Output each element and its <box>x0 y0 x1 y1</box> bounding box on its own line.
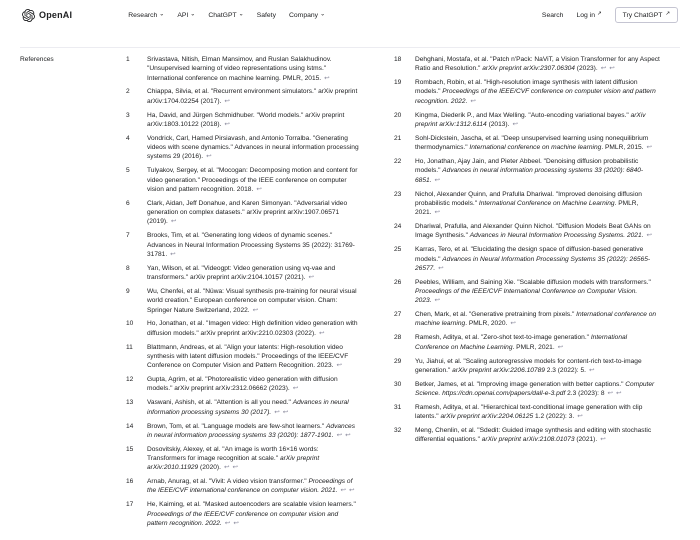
reference-number: 26 <box>394 278 402 286</box>
reference-item <box>126 445 359 473</box>
reference-text: Brooks, Tim, et al. "Generating long videos of dynamic scenes." Advances in Neural Information Processing Systems 35 (2022): 31769-31781. ↩ <box>147 232 355 258</box>
reference-number: 5 <box>126 167 130 175</box>
site-header <box>0 0 700 30</box>
reference-text: Brown, Tom, et al. "Language models are few-shot learners." Advances in neural information processing systems 33 (2020): 1877-1901. ↩ ↩ <box>147 422 355 439</box>
footnote-return-link[interactable]: ↩ <box>282 408 289 416</box>
reference-text: Blattmann, Andreas, et al. "Align your latents: High-resolution video synthesis with latent diffusion models." Proceedings of the IEEE/CVF Conference on Computer Vision and Pattern Recognition. 2023. ↩ <box>147 343 349 370</box>
reference-item <box>126 199 359 227</box>
footnote-return-link[interactable]: ↩ <box>470 97 476 105</box>
footnote-return-link[interactable]: ↩ <box>170 218 177 226</box>
reference-item <box>126 166 359 194</box>
reference-number: 18 <box>394 56 402 63</box>
reference-number: 27 <box>394 311 402 319</box>
reference-item <box>126 343 359 371</box>
reference-number: 4 <box>126 134 130 142</box>
reference-item <box>394 222 662 241</box>
reference-item <box>126 134 359 162</box>
section-divider <box>20 47 680 48</box>
reference-number: 32 <box>394 427 402 435</box>
footnote-return-link[interactable]: ↩ <box>646 144 653 152</box>
logo-text: OpenAI <box>39 10 73 20</box>
reference-text: Karras, Tero, et al. "Elucidating the design space of diffusion-based generative models." Advances in Neural Information Processing Systems 35 (2022): 26565-26577. ↩ <box>415 246 651 272</box>
reference-text: Vondrick, Carl, Hamed Pirsiavash, and Antonio Torralba. "Generating videos with scene dynamics." Advances in neural information processing systems 29 (2016). ↩ <box>147 134 359 161</box>
footnote-return-link[interactable]: ↩ <box>224 120 230 128</box>
reference-item <box>126 87 359 106</box>
reference-text: Ramesh, Aditya, et al. "Hierarchical text-conditional image generation with clip latents." arXiv preprint arXiv:2204.06125 1.2 (2022): 3. ↩ <box>415 403 643 421</box>
footnote-return-link[interactable]: ↩ <box>434 297 441 305</box>
reference-number: 29 <box>394 357 402 365</box>
reference-number: 7 <box>126 232 130 240</box>
footnote-return-link[interactable]: ↩ <box>588 366 595 374</box>
footnote-return-link[interactable]: ↩ <box>308 274 315 282</box>
reference-text: Dosovitskiy, Alexey, et al. "An image is worth 16×16 words: Transformers for image recognition at scale." arXiv preprint arXiv:2010.11929 (2020). ↩ ↩ <box>147 445 320 472</box>
reference-item <box>394 278 662 306</box>
reference-number: 9 <box>126 287 130 295</box>
search-link[interactable]: Search <box>541 11 564 19</box>
reference-item <box>394 403 662 422</box>
reference-text: Chen, Mark, et al. "Generative pretraining from pixels." International conference on machine learning. PMLR, 2020. ↩ <box>415 311 657 328</box>
reference-number: 8 <box>126 264 130 272</box>
reference-number: 10 <box>126 320 134 328</box>
reference-text: Nichol, Alexander Quinn, and Prafulla Dhariwal. "Improved denoising diffusion probabilistic models." International Conference on Machine Learning. PMLR, 2021. ↩ <box>415 190 642 217</box>
footnote-return-link[interactable]: ↩ <box>616 390 622 398</box>
reference-item <box>394 380 662 399</box>
reference-item <box>394 134 662 153</box>
reference-number: 6 <box>126 199 130 207</box>
reference-text: Ha, David, and Jürgen Schmidhuber. "World models." arXiv preprint arXiv:1803.10122 (2018). ↩ <box>147 111 345 128</box>
reference-text: Rombach, Robin, et al. "High-resolution image synthesis with latent diffusion models." Proceedings of the IEEE/CVF conference on computer vision and pattern recognition. 2022. ↩ <box>415 79 656 105</box>
reference-item <box>394 357 662 376</box>
reference-number: 1 <box>126 56 130 63</box>
reference-text: Ho, Jonathan, et al. "Imagen video: High definition video generation with diffusion models." arXiv preprint arXiv:2210.02303 (2022). ↩ <box>147 320 358 337</box>
reference-text: Dehghani, Mostafa, et al. "Patch n'Pack: NaViT, a Vision Transformer for any Aspect Ratio and Resolution." arXiv preprint arXiv:2307.06304 (2023). ↩ ↩ <box>415 56 660 73</box>
nav-item-api[interactable]: API ⌄ <box>177 11 196 19</box>
nav-item-company[interactable]: Company ⌄ <box>288 11 326 19</box>
reference-item <box>126 231 359 259</box>
references-column-2 <box>394 55 662 449</box>
reference-text: Meng, Chenlin, et al. "Sdedit: Guided image synthesis and editing with stochastic differential equations." arXiv preprint arXiv:2108.01073 (2021). ↩ <box>415 427 652 444</box>
references-heading: References <box>20 56 54 63</box>
reference-item <box>394 245 662 273</box>
reference-text: Arnab, Anurag, et al. "Vivit: A video vision transformer." Proceedings of the IEEE/CVF international conference on computer vision. 2021. ↩ ↩ <box>147 478 355 495</box>
reference-text: Sohl-Dickstein, Jascha, et al. "Deep unsupervised learning using nonequilibrium thermodynamics." International conference on machine learning. PMLR, 2015. ↩ <box>415 134 653 152</box>
reference-number: 21 <box>394 134 402 142</box>
footnote-return-link[interactable]: ↩ <box>256 185 262 193</box>
header-actions <box>542 7 678 23</box>
footnote-return-link[interactable]: ↩ <box>434 176 441 184</box>
nav-item-research[interactable]: Research ⌄ <box>128 11 165 19</box>
reference-text: He, Kaiming, et al. "Masked autoencoders are scalable vision learners." Proceedings of the IEEE/CVF conference on computer vision and pattern recognition. 2022. ↩ ↩ <box>147 501 356 527</box>
reference-item <box>126 287 359 315</box>
reference-number: 14 <box>126 422 134 430</box>
reference-text: Srivastava, Nitish, Elman Mansimov, and Ruslan Salakhudinov. "Unsupervised learning of video representations using lstms." International conference on machine learning. PMLR, 2015. ↩ <box>147 56 332 82</box>
reference-item <box>394 310 662 329</box>
reference-item <box>126 55 359 83</box>
footnote-return-link[interactable]: ↩ <box>557 343 564 351</box>
reference-item <box>126 477 359 496</box>
reference-number: 2 <box>126 88 130 96</box>
reference-item <box>394 190 662 218</box>
reference-number: 23 <box>394 190 402 198</box>
reference-number: 13 <box>126 399 134 407</box>
reference-item <box>126 398 359 417</box>
reference-item <box>126 319 359 338</box>
reference-number: 17 <box>126 501 134 509</box>
footnote-return-link[interactable]: ↩ <box>600 436 606 444</box>
footnote-return-link[interactable]: ↩ <box>336 362 342 370</box>
footnote-return-link[interactable]: ↩ <box>324 74 330 82</box>
footnote-return-link[interactable]: ↩ <box>319 329 325 337</box>
footnote-return-link[interactable]: ↩ <box>345 431 351 439</box>
chevron-down-icon: ⌄ <box>190 11 196 18</box>
references-column-1 <box>126 55 359 533</box>
reference-text: Wu, Chenfei, et al. "Nüwa: Visual synthesis pre-training for neural visual world creation." European conference on computer vision. Cham: Springer Nature Switzerland, 2022. ↩ <box>147 287 357 314</box>
reference-item <box>394 78 662 106</box>
footnote-return-link[interactable]: ↩ <box>224 519 231 527</box>
reference-number: 12 <box>126 376 134 384</box>
footnote-return-link[interactable]: ↩ <box>340 487 347 495</box>
reference-number: 3 <box>126 111 130 119</box>
chevron-down-icon: ⌄ <box>159 11 165 18</box>
reference-number: 20 <box>394 111 402 119</box>
reference-item <box>126 500 359 528</box>
footnote-return-link[interactable]: ↩ <box>577 413 583 421</box>
footnote-return-link[interactable]: ↩ <box>223 464 230 472</box>
reference-item <box>394 426 662 445</box>
footnote-return-link[interactable]: ↩ <box>224 97 230 105</box>
reference-text: Kingma, Diederik P., and Max Welling. "Auto-encoding variational bayes." arXiv preprint arXiv:1312.6114 (2013). ↩ <box>415 111 646 128</box>
reference-item <box>126 264 359 283</box>
reference-number: 15 <box>126 445 134 453</box>
nav-item-chatgpt[interactable]: ChatGPT ⌄ <box>208 11 244 19</box>
footnote-return-link[interactable]: ↩ <box>170 250 176 258</box>
reference-number: 31 <box>394 403 402 411</box>
main-nav <box>128 12 325 19</box>
footnote-return-link[interactable]: ↩ <box>607 390 614 398</box>
login-link[interactable]: Log in ↗ <box>576 11 602 19</box>
reference-text: Ramesh, Aditya, et al. "Zero-shot text-to-image generation." International Conference on Machine Learning. PMLR, 2021. ↩ <box>415 334 628 351</box>
footnote-return-link[interactable]: ↩ <box>349 487 355 495</box>
reference-number: 19 <box>394 79 402 87</box>
reference-text: Yan, Wilson, et al. "Videogpt: Video generation using vq-vae and transformers." arXiv preprint arXiv:2104.10157 (2021). ↩ <box>147 264 336 282</box>
reference-text: Gupta, Agrim, et al. "Photorealistic video generation with diffusion models." arXiv preprint arXiv:2312.06662 (2023). ↩ <box>147 376 338 393</box>
reference-number: 11 <box>126 343 133 351</box>
reference-item <box>394 55 662 74</box>
footnote-return-link[interactable]: ↩ <box>274 408 280 416</box>
footnote-return-link[interactable]: ↩ <box>609 65 615 73</box>
footnote-return-link[interactable]: ↩ <box>233 519 239 527</box>
reference-number: 25 <box>394 246 402 254</box>
reference-item <box>394 157 662 185</box>
footnote-return-link[interactable]: ↩ <box>646 232 653 240</box>
reference-text: Dhariwal, Prafulla, and Alexander Quinn Nichol. "Diffusion Models Beat GANs on Image Synthesis." Advances in Neural Information Processing Systems. 2021. ↩ <box>415 223 653 240</box>
reference-text: Betker, James, et al. "Improving image generation with better captions." Computer Science. https://cdn.openai.com/papers/dall-e-3.pdf 2.3 (2023): 8 ↩ ↩ <box>415 380 655 398</box>
reference-item <box>394 333 662 352</box>
footnote-return-link[interactable]: ↩ <box>438 264 444 272</box>
footnote-return-link[interactable]: ↩ <box>510 320 516 328</box>
reference-item <box>126 375 359 394</box>
reference-text: Clark, Aidan, Jeff Donahue, and Karen Simonyan. "Adversarial video generation on complex datasets." arXiv preprint arXiv:1907.06571 (2019). ↩ <box>147 199 348 226</box>
footnote-return-link[interactable]: ↩ <box>252 306 259 314</box>
external-link-icon: ↗ <box>597 11 602 18</box>
footnote-return-link[interactable]: ↩ <box>512 120 518 128</box>
reference-item <box>126 422 359 441</box>
openai-home-link[interactable] <box>22 9 72 22</box>
reference-text: Chiappa, Silvia, et al. "Recurrent environment simulators." arXiv preprint arXiv:1704.02254 (2017). ↩ <box>147 88 358 105</box>
reference-text: Tulyakov, Sergey, et al. "Mocogan: Decomposing motion and content for video generation." Proceedings of the IEEE conference on computer vision and pattern recognition. 2018. ↩ <box>147 167 358 193</box>
external-link-icon: ↗ <box>665 11 670 18</box>
reference-number: 24 <box>394 223 402 231</box>
footnote-return-link[interactable]: ↩ <box>434 209 441 217</box>
nav-item-safety[interactable]: Safety <box>256 11 276 19</box>
footnote-return-link[interactable]: ↩ <box>600 65 607 73</box>
openai-logo-icon <box>22 9 35 22</box>
reference-item <box>126 111 359 130</box>
reference-number: 28 <box>394 334 402 342</box>
reference-text: Ho, Jonathan, Ajay Jain, and Pieter Abbeel. "Denoising diffusion probabilistic models." Advances in neural information processing systems 33 (2020): 6840-6851. ↩ <box>415 158 644 184</box>
reference-text: Vaswani, Ashish, et al. "Attention is all you need." Advances in neural information processing systems 30 (2017). ↩ ↩ <box>147 399 349 416</box>
reference-text: Peebles, William, and Saining Xie. "Scalable diffusion models with transformers." Proceedings of the IEEE/CVF International Conference on Computer Vision. 2023. ↩ <box>415 278 651 305</box>
try-chatgpt-button[interactable]: Try ChatGPT ↗ <box>615 7 678 23</box>
reference-number: 16 <box>126 478 134 486</box>
footnote-return-link[interactable]: ↩ <box>292 385 299 393</box>
footnote-return-link[interactable]: ↩ <box>206 153 212 161</box>
reference-number: 30 <box>394 380 402 388</box>
reference-item <box>394 111 662 130</box>
footnote-return-link[interactable]: ↩ <box>336 431 343 439</box>
reference-number: 22 <box>394 158 402 166</box>
reference-text: Yu, Jiahui, et al. "Scaling autoregressive models for content-rich text-to-image generation." arXiv preprint arXiv:2206.10789 2.3 (2022): 5. ↩ <box>415 357 642 374</box>
chevron-down-icon: ⌄ <box>238 11 244 18</box>
chevron-down-icon: ⌄ <box>320 11 326 18</box>
footnote-return-link[interactable]: ↩ <box>232 464 238 472</box>
